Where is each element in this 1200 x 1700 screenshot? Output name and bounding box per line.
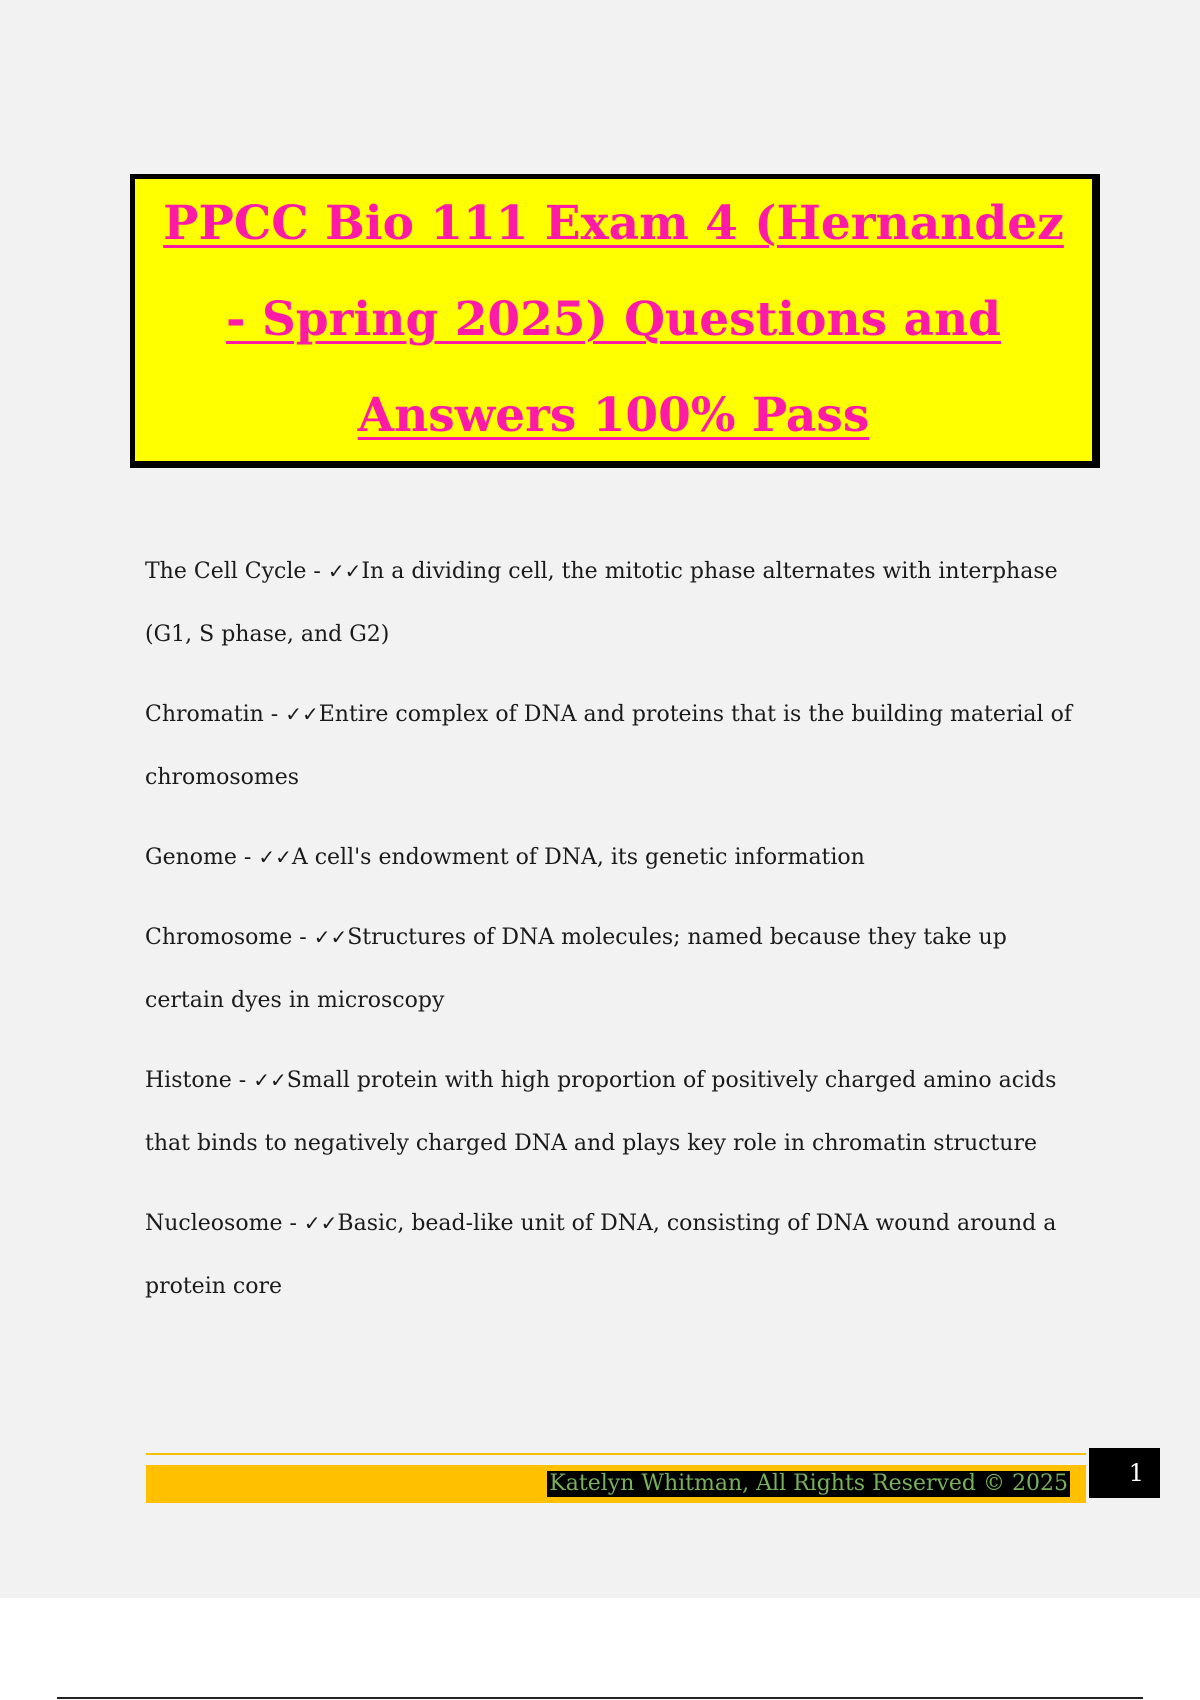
qa-definition: In a dividing cell, the mitotic phase alternates with interphase (G1, S phase, and G2) <box>145 559 1058 647</box>
qa-term: Chromosome - <box>145 925 314 950</box>
footer-bar <box>146 1465 1086 1503</box>
footer-divider <box>146 1453 1086 1455</box>
qa-definition: Small protein with high proportion of positively charged amino acids that binds to negatively charged DNA and plays key role in chromatin structure <box>145 1068 1057 1156</box>
check-mark-icon: ✓✓ <box>253 1068 287 1092</box>
qa-term: Nucleosome - <box>145 1211 304 1236</box>
check-mark-icon: ✓✓ <box>285 702 319 726</box>
qa-entry <box>145 826 1085 889</box>
qa-term: Histone - <box>145 1068 254 1093</box>
qa-entry <box>145 540 1085 666</box>
qa-definition: Structures of DNA molecules; named because they take up certain dyes in microscopy <box>145 925 1007 1013</box>
qa-list <box>145 540 1085 1335</box>
qa-definition: A cell's endowment of DNA, its genetic information <box>291 845 865 870</box>
check-mark-icon: ✓✓ <box>258 845 292 869</box>
qa-term: The Cell Cycle - <box>145 559 328 584</box>
check-mark-icon: ✓✓ <box>313 925 348 949</box>
document-title: PPCC Bio 111 Exam 4 (Hernandez - Spring 2025) Questions and Answers 100% Pass <box>163 196 1064 443</box>
qa-entry <box>145 1192 1085 1318</box>
check-mark-icon: ✓✓ <box>327 559 362 583</box>
qa-entry <box>145 683 1085 809</box>
qa-entry <box>145 906 1085 1032</box>
check-mark-icon: ✓✓ <box>303 1211 338 1235</box>
copyright-notice: Katelyn Whitman, All Rights Reserved © 2025 <box>549 1471 1068 1496</box>
qa-definition: Basic, bead-like unit of DNA, consisting of DNA wound around a protein core <box>145 1211 1057 1299</box>
qa-term: Chromatin - <box>145 702 286 727</box>
page-bottom-rule <box>57 1697 1143 1699</box>
title-box <box>130 174 1100 468</box>
qa-term: Genome - <box>145 845 259 870</box>
page-number: 1 <box>1089 1448 1160 1498</box>
qa-entry <box>145 1049 1085 1175</box>
qa-definition: Entire complex of DNA and proteins that is the building material of chromosomes <box>145 702 1072 790</box>
